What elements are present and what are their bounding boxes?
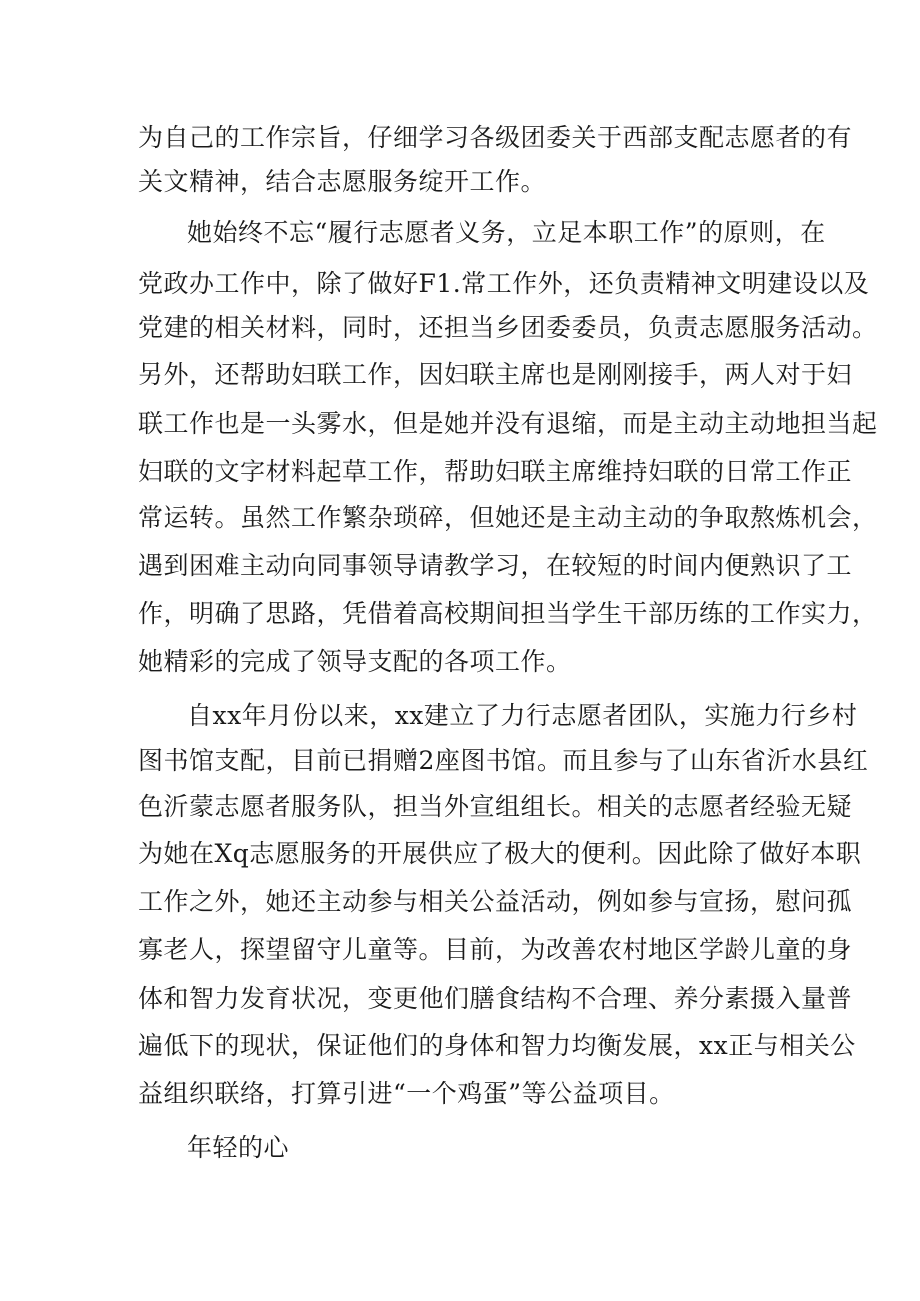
p1-line-2: 关文精神，结合志愿服务绽开工作。	[138, 167, 547, 196]
p2-line-2: 党政办工作中，除了做好F1.常工作外，还负责精神文明建设以及	[138, 269, 870, 298]
p2-line-3: 党建的相关材料，同时，还担当乡团委委员，负责志愿服务活动。	[138, 313, 878, 342]
p2-line-5: 联工作也是一头雾水，但是她并没有退缩，而是主动主动地担当起	[138, 409, 878, 438]
p2-line-7: 常运转。虽然工作繁杂琐碎，但她还是主动主动的争取熬炼机会，	[138, 503, 878, 532]
p3-line-8: 遍低下的现状，保证他们的身体和智力均衡发展，xx正与相关公	[138, 1031, 856, 1060]
p2-line-6: 妇联的文字材料起草工作，帮助妇联主席维持妇联的日常工作正	[138, 457, 853, 486]
p4-line-1: 年轻的心	[187, 1133, 290, 1162]
p3-line-1: 自xx年月份以来，xx建立了力行志愿者团队，实施力行乡村	[187, 701, 858, 730]
p3-line-6: 寡老人，探望留守儿童等。目前，为改善农村地区学龄儿童的身	[138, 935, 853, 964]
p3-line-5: 工作之外，她还主动参与相关公益活动，例如参与宣扬，慰问孤	[138, 887, 853, 916]
p2-line-9: 作，明确了思路，凭借着高校期间担当学生干部历练的工作实力，	[138, 599, 878, 628]
p3-line-4: 为她在Xq志愿服务的开展供应了极大的便利。因此除了做好本职	[138, 839, 862, 868]
p3-line-9: 益组织联络，打算引进“一个鸡蛋”等公益项目。	[138, 1079, 675, 1108]
p3-line-3: 色沂蒙志愿者服务队，担当外宣组组长。相关的志愿者经验无疑	[138, 792, 853, 821]
p3-line-2: 图书馆支配，目前已捐赠2座图书馆。而且参与了山东省沂水县红	[138, 746, 869, 775]
p2-line-8: 遇到困难主动向同事领导请教学习，在较短的时间内便熟识了工	[138, 551, 853, 580]
p2-line-4: 另外，还帮助妇联工作，因妇联主席也是刚刚接手，两人对于妇	[138, 360, 853, 389]
p2-line-1: 她始终不忘“履行志愿者义务，立足本职工作”的原则，在	[187, 218, 826, 247]
p3-line-7: 体和智力发育状况，变更他们膳食结构不合理、养分素摄入量普	[138, 984, 853, 1013]
p1-line-1: 为自己的工作宗旨，仔细学习各级团委关于西部支配志愿者的有	[138, 123, 853, 152]
p2-line-10: 她精彩的完成了领导支配的各项工作。	[138, 647, 572, 676]
